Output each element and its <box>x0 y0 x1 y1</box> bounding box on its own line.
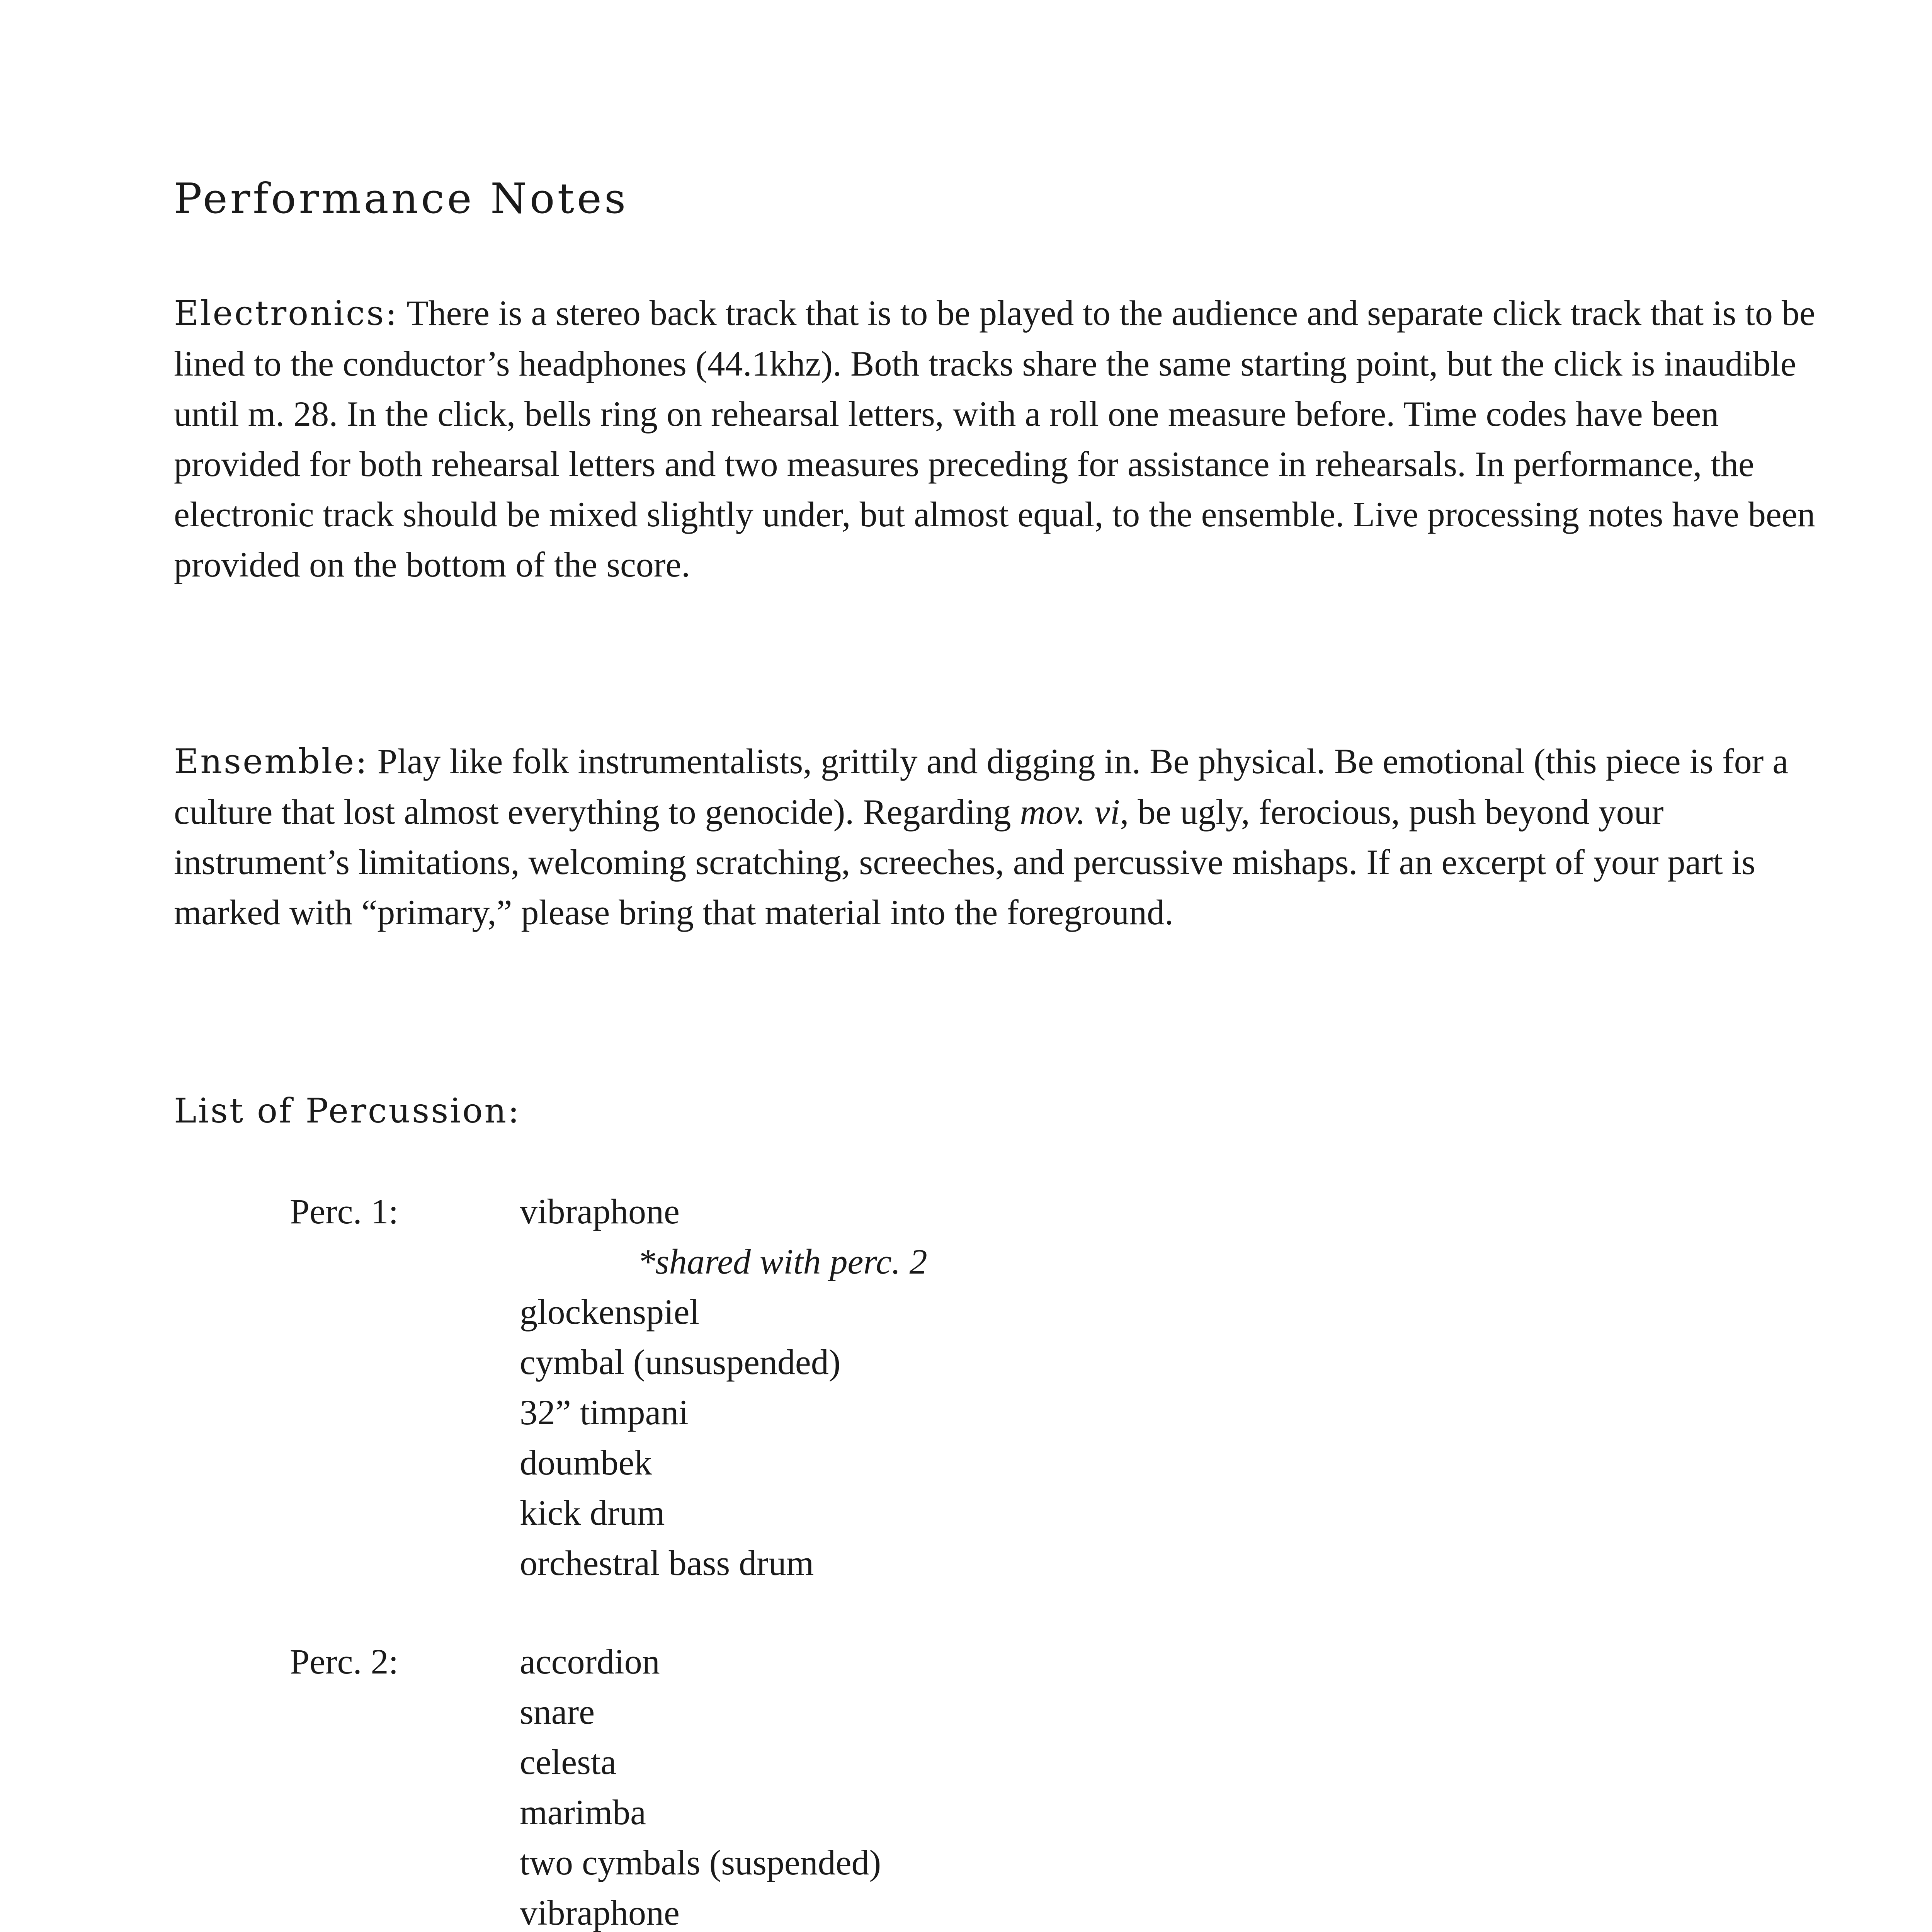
ensemble-text-before: Play like folk instrumentalists, grittily and digging in. Be physical. Be emotional (this piece is for a culture that lost almost everything to genocide). Regarding <box>174 742 1789 832</box>
list-item: vibraphone <box>520 1192 680 1231</box>
ensemble-text-after: , be ugly, ferocious, push beyond your instrument’s limitations, welcoming scratching, screeches, and percussive mishaps. If an excerpt of your part is marked with “primary,” please bring that material into the foreground. <box>174 792 1755 932</box>
ensemble-section <box>174 736 1816 937</box>
electronics-section <box>174 288 1816 590</box>
list-item: orchestral bass drum <box>520 1543 814 1583</box>
ensemble-text-italic: mov. vi <box>1020 792 1120 832</box>
page-title: Performance Notes <box>174 175 629 223</box>
electronics-label: Electronics: <box>174 293 399 333</box>
list-item: marimba <box>520 1793 646 1832</box>
list-item: cymbal (unsuspended) <box>520 1342 841 1382</box>
perc2-label: Perc. 2: <box>290 1642 399 1681</box>
list-item: doumbek <box>520 1443 652 1482</box>
perc2-list <box>520 1636 927 1932</box>
list-item: two cymbals (suspended) <box>520 1843 881 1882</box>
list-item: glockenspiel <box>520 1292 699 1332</box>
list-item: celesta <box>520 1742 617 1782</box>
list-item: vibraphone <box>520 1893 680 1932</box>
percussion-heading: List of Percussion: <box>174 1091 521 1131</box>
perc1-list <box>520 1186 927 1588</box>
list-item: accordion <box>520 1642 660 1681</box>
list-item: snare <box>520 1692 595 1731</box>
perc1-label: Perc. 1: <box>290 1192 399 1231</box>
ensemble-label: Ensemble: <box>174 742 369 781</box>
electronics-text: There is a stereo back track that is to be played to the audience and separate click track that is to be lined to the conductor’s headphones (44.1khz). Both tracks share the same starting point, but the click is inaudible until m. 28. In the click, bells ring on rehearsal letters, with a roll one measure before. Time codes have been provided for both rehearsal letters and two measures preceding for assistance in rehearsals. In performance, the electronic track should be mixed slightly under, but almost equal, to the ensemble. Live processing notes have been provided on the bottom of the score. <box>174 293 1815 584</box>
shared-note: *shared with perc. 2 <box>638 1242 927 1281</box>
list-item: kick drum <box>520 1493 665 1532</box>
list-item: 32” timpani <box>520 1393 689 1432</box>
